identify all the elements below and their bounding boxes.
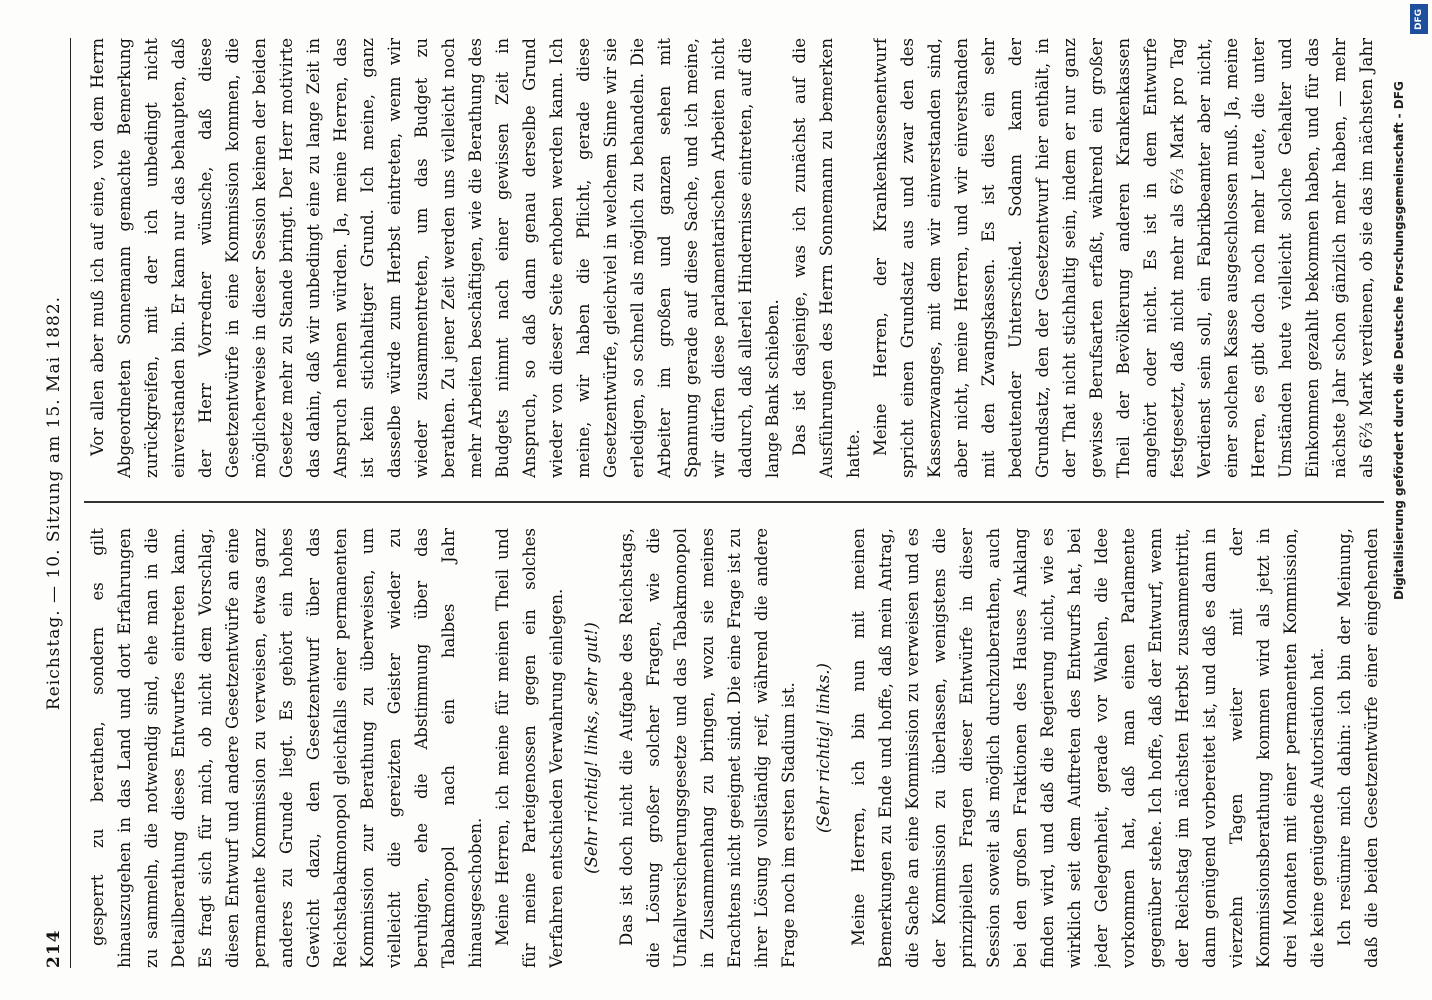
dfg-logo: DFG bbox=[1410, 4, 1428, 34]
page-header bbox=[40, 38, 71, 968]
paragraph-text: gesperrt zu berathen, sondern es gilt hinauszugehen in das Land und dort Erfahrungen zu sammeln, die notwendig sind, ehe man in die Detailberathung dieses Entwurfes eintreten kann. Es fragt sich für mich, ob nicht dem Vorschlag, diesen Entwurf und andere Gesetzentwürfe an eine permanente Kommission zu verweisen, etwas ganz anderes zu Grunde liegt. Es gehört ein hohes Gewicht dazu, den Gesetzentwurf über das Reichstabakmonopol gleichfalls einer permanenten Kommission zur Berathung zu überweisen, um vielleicht die gereizten Geister wieder zu beruhigen, ehe die Abstimmung über das Tabakmonopol nach ein halbes Jahr hinausgeschoben. bbox=[88, 528, 485, 968]
page-number: 214 bbox=[44, 929, 64, 968]
paragraph-text: Das ist doch nicht die Aufgabe des Reichstags, die Lösung großer solcher Fragen, wie die Unfallversicherungsgesetze und das Tabakmonopol in Zusammenhang zu bringen, wozu sie meines Erachtens nicht geeignet sind. Die eine Frage ist zu ihrer Lösung vollständig reif, während die andere Frage noch im ersten Stadium ist. bbox=[617, 528, 798, 968]
credit-text: Digitalisierung gefördert durch die Deutsche Forschungsgemeinschaft - DFG bbox=[1392, 81, 1406, 600]
interjection: (Sehr richtig! links.) bbox=[814, 663, 833, 833]
paragraph-text: Meine Herren, ich bin nun mit meinen Bemerkungen zu Ende und hoffe, daß mein Antrag, die Sache an eine Kommission zu verweisen und es der Kommission zu überlassen, wenigstens die prinzipiellen Fragen dieser Entwürfe in dieser Session soweit als möglich durchzuberathen, auch bei den großen Fraktionen des Hauses Anklang finden wird, und daß die Regierung nicht, wie es wirklich seit dem Auftreten des Entwurfs hat, bei jeder Gelegenheit, gerade vor Wahlen, die Idee vorkommen hat, daß man einen Parlamente gegenüber stehe. Ich hoffe, daß der Entwurf, wenn der Reichstag im nächsten Herbst zusammentritt, dann genügend vorbereitet ist, und daß es dann in vierzehn Tagen weiter mit der Kommissionsberathung kommen wird als jetzt in drei Monaten mit einer permanenten Kommission, die keine genügende Autorisation hat. bbox=[849, 528, 1327, 968]
right-text-column bbox=[84, 38, 1384, 478]
paragraph-text: Das ist dasjenige, was ich zunächst auf die Ausführungen des Herrn Sonnemann zu bemerken hatte. bbox=[790, 38, 863, 478]
paragraph-text: Meine Herren, der Krankenkassenentwurf spricht einen Grundsatz aus und zwar den des Kassenzwanges, mit dem wir einverstanden sind, aber nicht, meine Herren, und wir einverstanden mit den Zwangskassen. Es ist dies ein sehr bedeutender Unterschied. Sodann kann der Grundsatz, den der Gesetzentwurf hier enthält, in der That nicht stichhaltig sein, indem er nur ganz gewisse Berufsarten erfaßt, während ein großer Theil der Bevölkerung anderen Krankenkassen angehört oder nicht. Es ist in dem Entwurfe festgesetzt, daß nicht mehr als 6⅔ Mark pro Tag Verdienst sein soll, ein Fabrikbeamter aber nicht, einer solchen Kasse ausgeschlossen muß. Ja, meine Herren, es gibt doch noch mehr Leute, die unter Umständen heute vielleicht solche Gehalter und Einkommen gezahlt bekommen haben, und für das nächste Jahr schon gänzlich mehr haben, — mehr als 6⅔ Mark verdienen, ob sie das im nächsten Jahr bbox=[871, 38, 1376, 478]
paragraph bbox=[845, 528, 1331, 968]
paragraph bbox=[84, 528, 489, 968]
running-head: Reichstag. — 10. Sitzung am 15. Mai 1882. bbox=[44, 295, 64, 711]
paragraph bbox=[1331, 528, 1384, 968]
digitization-credit bbox=[1380, 40, 1420, 600]
paragraph-text: Ich resümire mich dahin: ich bin der Meinung, daß die beiden Gesetzentwürfe einer eingehenden bbox=[1335, 528, 1381, 968]
paragraph-text: Vor allen aber muß ich auf eine, von dem Herrn Abgeordneten Sonnemann gemachte Bemerkung zurückgreifen, mit der ich unbedingt nicht einverstanden bin. Er kann nur das behaupten, daß der Herr Vorredner wünsche, daß diese Gesetzentwürfe in eine Kommission kommen, die möglicherweise in dieser Session keinen der beiden Gesetze mehr zu Stande bringt. Der Herr motivirte das dahin, daß wir unbedingt eine zu lange Zeit in Anspruch nehmen würden. Ja, meine Herren, das ist kein stichhaltiger Grund. Ich meine, ganz dasselbe würde zum Herbst eintreten, wenn wir wieder zusammentreten, um das Budget zu berathen. Zu jener Zeit werden uns vielleicht noch mehr Arbeiten beschäftigen, wie die Berathung des Budgets nimmt nach einer gewissen Zeit in Anspruch, so daß dann genau derselbe Grund wieder von dieser Seite erhoben werden kann. Ich meine, wir haben die Pflicht, gerade diese Gesetzentwürfe, gleichviel in welchem Sinne wir sie erledigen, so schnell als möglich zu behandeln. Die Arbeiter im großen und ganzen sehen mit Spannung gerade auf diese Sache, und ich meine, wir dürfen diese parlamentarischen Arbeiten nicht dadurch, daß allerlei Hindernisse eintreten, auf die lange Bank schieben. bbox=[88, 38, 782, 478]
column-divider bbox=[84, 502, 1384, 504]
paragraph-text: Meine Herren, ich meine für meinen Theil und für meine Parteigenossen gegen ein solches Verfahren entschieden Verwahrung einlegen. bbox=[493, 528, 566, 968]
paragraph bbox=[867, 38, 1384, 478]
paragraph bbox=[613, 528, 802, 968]
interjection: (Sehr richtig! links, sehr gut!) bbox=[582, 622, 601, 874]
rotated-page-frame bbox=[40, 38, 1400, 968]
left-text-column bbox=[84, 528, 1384, 968]
paragraph bbox=[84, 38, 786, 478]
paragraph bbox=[489, 528, 570, 968]
paragraph bbox=[786, 38, 867, 478]
